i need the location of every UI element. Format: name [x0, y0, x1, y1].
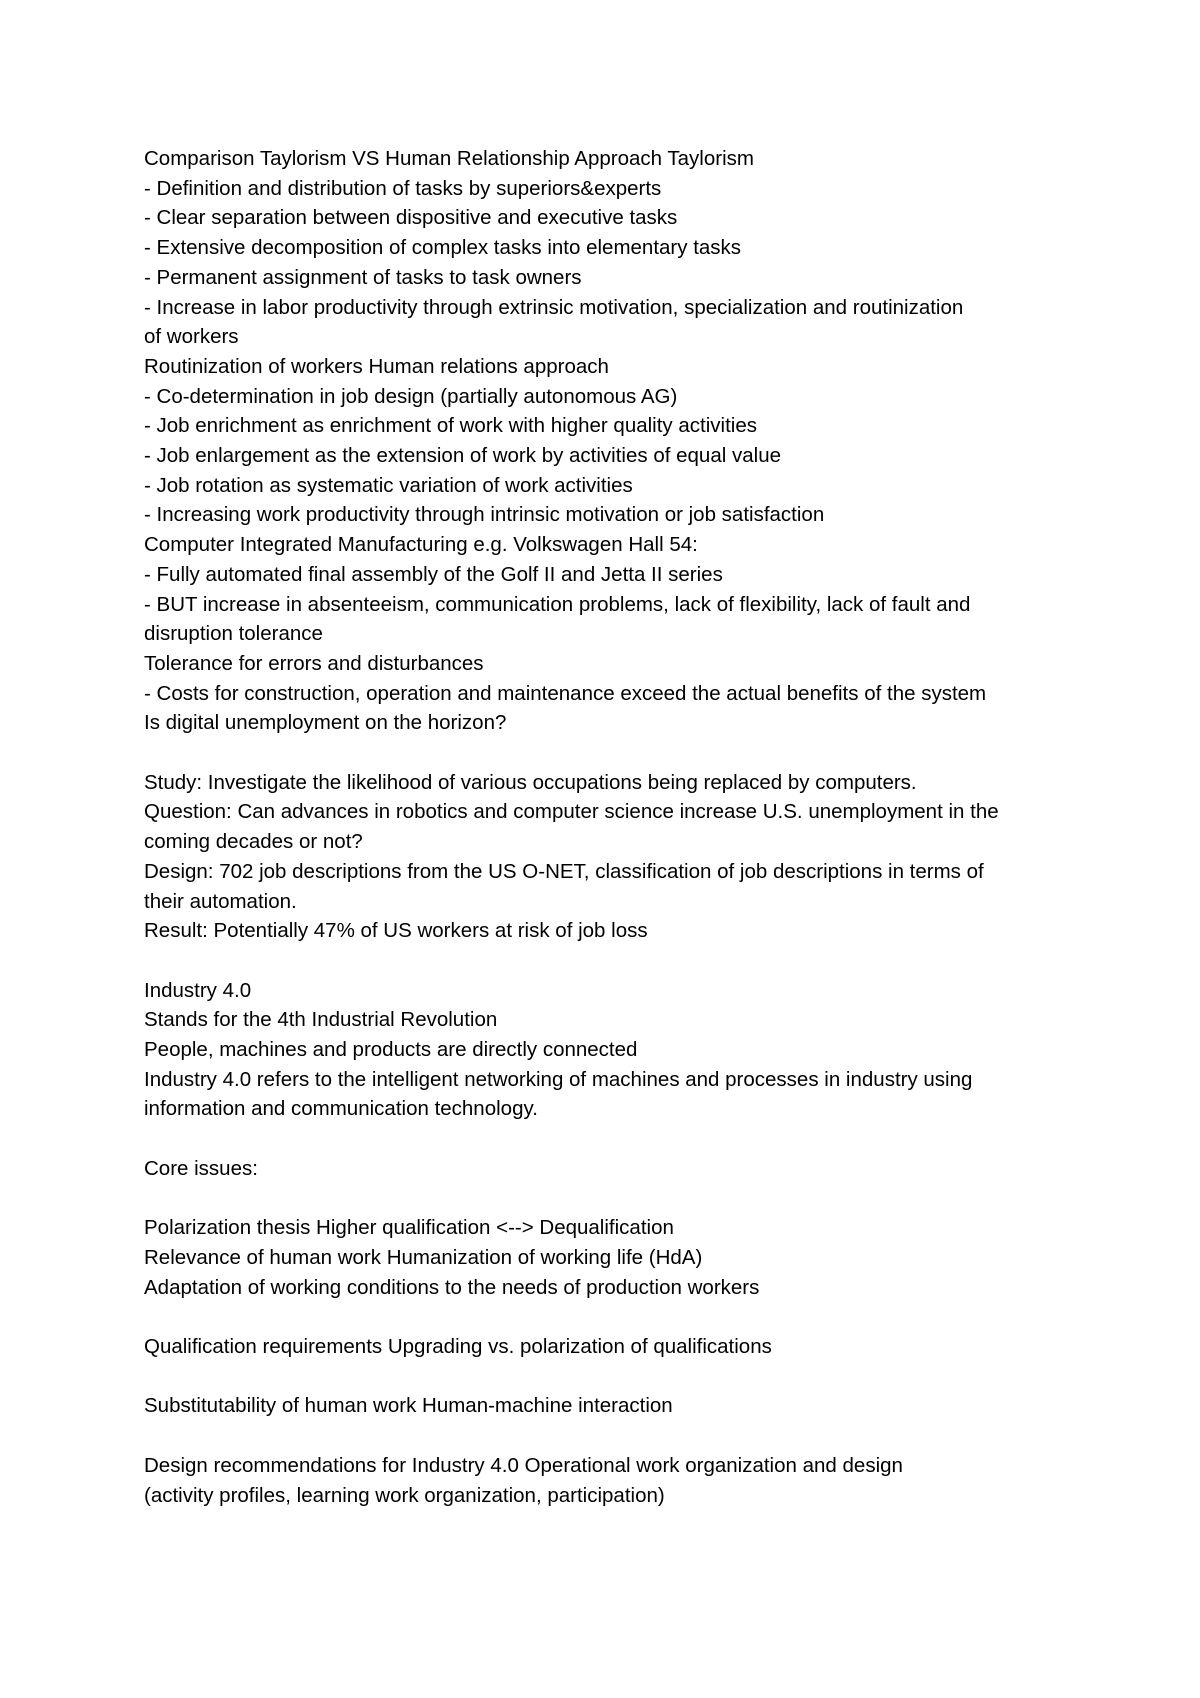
subheading-cim: Computer Integrated Manufacturing e.g. Volkswagen Hall 54: [144, 533, 698, 557]
question-line: Is digital unemployment on the horizon? [144, 711, 507, 735]
issue-line: Relevance of human work Humanization of working life (HdA) [144, 1245, 703, 1269]
industry-line: Industry 4.0 refers to the intelligent networking of machines and processes in industry using [144, 1067, 973, 1091]
issue-line-continuation: (activity profiles, learning work organization, participation) [144, 1483, 665, 1507]
list-item: - Job enlargement as the extension of work by activities of equal value [144, 444, 781, 468]
result-line: Result: Potentially 47% of US workers at risk of job loss [144, 919, 648, 943]
study-line: Study: Investigate the likelihood of various occupations being replaced by computers. [144, 770, 917, 794]
issue-line: Adaptation of working conditions to the needs of production workers [144, 1275, 760, 1299]
question-line-continuation: coming decades or not? [144, 830, 363, 854]
list-item: - Fully automated final assembly of the Golf II and Jetta II series [144, 562, 723, 586]
list-item: - Co-determination in job design (partially autonomous AG) [144, 384, 678, 408]
industry-line-continuation: information and communication technology. [144, 1097, 538, 1121]
list-item: - Clear separation between dispositive and executive tasks [144, 206, 678, 230]
list-item: - BUT increase in absenteeism, communication problems, lack of flexibility, lack of fault and [144, 592, 971, 616]
list-item: - Job enrichment as enrichment of work with higher quality activities [144, 414, 757, 438]
list-item-continuation: of workers [144, 325, 239, 349]
design-line-continuation: their automation. [144, 889, 297, 913]
list-item: - Job rotation as systematic variation of work activities [144, 473, 633, 497]
paragraph-spacer [144, 1124, 1084, 1154]
issue-line: Design recommendations for Industry 4.0 Operational work organization and design [144, 1453, 903, 1477]
subheading-tolerance: Tolerance for errors and disturbances [144, 651, 484, 675]
industry-heading: Industry 4.0 [144, 978, 252, 1002]
paragraph-spacer [144, 1362, 1084, 1392]
issue-line: Substitutability of human work Human-machine interaction [144, 1394, 673, 1418]
list-item: - Permanent assignment of tasks to task owners [144, 265, 582, 289]
issue-line: Qualification requirements Upgrading vs. polarization of qualifications [144, 1335, 772, 1359]
paragraph-spacer [144, 1184, 1084, 1214]
list-item: - Increasing work productivity through intrinsic motivation or job satisfaction [144, 503, 825, 527]
document-body [144, 144, 1084, 1510]
heading-comparison: Comparison Taylorism VS Human Relationship Approach Taylorism [144, 147, 754, 170]
paragraph-spacer [144, 738, 1084, 768]
question-line: Question: Can advances in robotics and computer science increase U.S. unemployment in the [144, 800, 999, 824]
list-item-continuation: disruption tolerance [144, 622, 323, 646]
industry-line: Stands for the 4th Industrial Revolution [144, 1008, 498, 1032]
subheading-human-relations: Routinization of workers Human relations approach [144, 354, 609, 378]
core-issues-heading: Core issues: [144, 1156, 258, 1180]
list-item: - Extensive decomposition of complex tasks into elementary tasks [144, 236, 742, 260]
industry-line: People, machines and products are directly connected [144, 1038, 638, 1062]
paragraph-spacer [144, 1302, 1084, 1332]
paragraph-spacer [144, 1421, 1084, 1451]
list-item: - Definition and distribution of tasks by superiors&experts [144, 176, 662, 200]
list-item: - Increase in labor productivity through extrinsic motivation, specialization and routinization [144, 295, 964, 319]
paragraph-spacer [144, 946, 1084, 976]
list-item: - Costs for construction, operation and maintenance exceed the actual benefits of the system [144, 681, 987, 705]
design-line: Design: 702 job descriptions from the US O-NET, classification of job descriptions in terms of [144, 859, 984, 883]
issue-line: Polarization thesis Higher qualification <--> Dequalification [144, 1216, 674, 1240]
